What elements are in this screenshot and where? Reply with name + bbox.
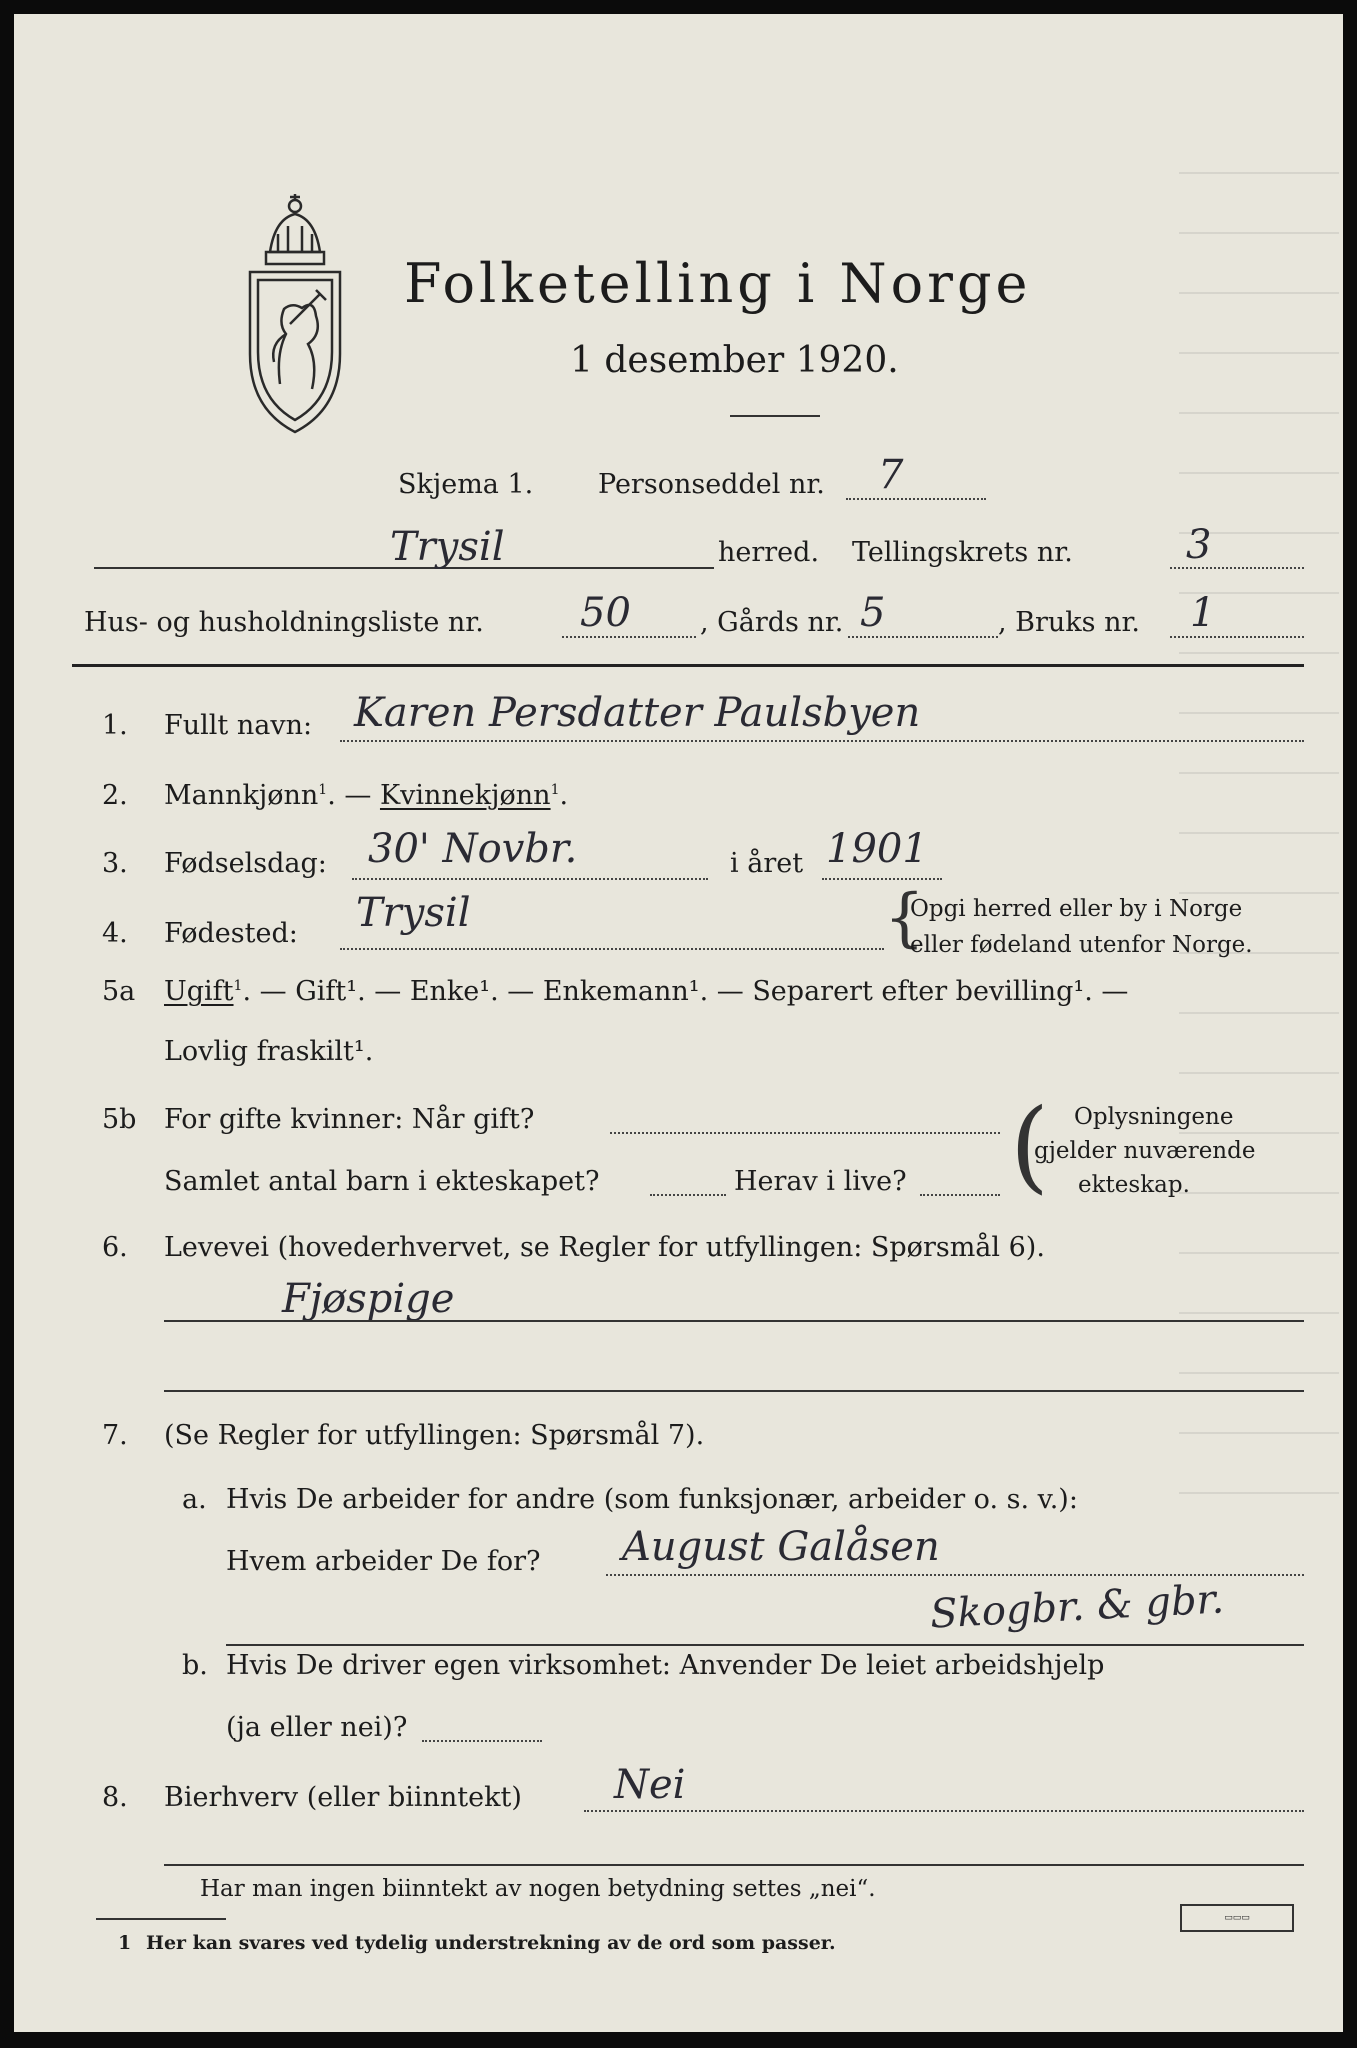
q1-number: 1. [102,710,128,741]
q7a-label: Hvis De arbeider for andre (som funksjonær, arbeider o. s. v.): [226,1484,1078,1515]
q7b-label-2: (ja eller nei)? [226,1712,408,1743]
q7a-label-2: Hvem arbeider De for? [226,1546,541,1577]
q5b-note-1: Oplysningene [1074,1104,1234,1130]
q5b-note-3: ekteskap. [1078,1172,1190,1198]
q7a-value-2: Skogbr. & gbr. [928,1576,1226,1638]
bruks-line [1170,636,1304,638]
printer-stamp: ▭▭▭ [1180,1904,1294,1932]
husliste-line [562,636,696,638]
q5a-ugift-underlined: Ugift [164,976,234,1007]
q7b-letter: b. [182,1650,208,1681]
q4-note-1: Opgi herred eller by i Norge [910,896,1243,922]
gards-value: 5 [860,590,886,636]
q7b-label: Hvis De driver egen virksomhet: Anvender De leiet arbeidshjelp [226,1650,1105,1681]
personseddel-value: 7 [878,452,904,498]
bruks-value: 1 [1190,590,1216,636]
tellingskrets-value: 3 [1186,522,1212,568]
q3-year-line [822,878,942,880]
q1-value: Karen Persdatter Paulsbyen [354,690,921,736]
q3-label: Fødselsdag: [164,848,327,879]
q2-male: Mannkjønn [164,780,319,811]
bruks-label: , Bruks nr. [998,607,1141,638]
q4-number: 4. [102,918,128,949]
husliste-label: Hus- og husholdningsliste nr. [84,607,484,638]
q4-line [340,948,884,950]
q1-label: Fullt navn: [164,710,313,741]
q5b-label-1: For gifte kvinner: Når gift? [164,1104,535,1135]
q5b-line-3 [920,1194,1000,1196]
q2-female-underlined: Kvinnekjønn [379,780,551,811]
census-date: 1 desember 1920. [570,340,899,381]
q7-label: (Se Regler for utfyllingen: Spørsmål 7). [164,1420,705,1451]
q5a-line-2: Lovlig fraskilt¹. [164,1036,374,1067]
q8-value: Nei [614,1762,686,1808]
q7-number: 7. [102,1420,128,1451]
q8-number: 8. [102,1782,128,1813]
q5b-line-2 [650,1194,726,1196]
q8-line-2 [164,1864,1304,1866]
coat-of-arms-icon [230,184,360,444]
q7a-line-2 [226,1644,1304,1646]
q2-options: Mannkjønn$^1$. — Kvinnekjønn$^1$. [164,780,569,811]
q5a-options: Ugift$^1$. — Gift¹. — Enke¹. — Enkemann¹. — Separert efter bevilling¹. — [164,976,1129,1007]
q7a-line-1 [606,1574,1304,1576]
gards-label: , Gårds nr. [700,607,844,638]
q6-line-1 [164,1320,1304,1322]
q5b-number: 5b [102,1104,137,1135]
title-divider [730,415,820,417]
tellingskrets-label: Tellingskrets nr. [852,537,1073,568]
q3-number: 3. [102,848,128,879]
q3-value: 30' Novbr. [368,826,578,872]
footnote-number: 1 [118,1932,132,1954]
q5b-label-3: Herav i live? [734,1166,907,1197]
q8-label: Bierhverv (eller biinntekt) [164,1782,522,1813]
gards-line [848,636,998,638]
q8-line-1 [584,1810,1304,1812]
q7a-value-1: August Galåsen [622,1524,940,1570]
herred-value: Trysil [390,524,505,570]
herred-label: herred. [718,537,820,568]
q6-value: Fjøspige [282,1276,455,1322]
q3-line [352,878,708,880]
form-title: Folketelling i Norge [404,252,1032,315]
q4-note-2: eller fødeland utenfor Norge. [910,932,1253,958]
q7a-letter: a. [182,1484,207,1515]
q3-year-label: i året [730,848,804,879]
footnote-text: Her kan svares ved tydelig understrekning av de ord som passer. [146,1932,836,1954]
q5b-brace: ( [1010,1087,1050,1204]
q6-label: Levevei (hovederhvervet, se Regler for utfyllingen: Spørsmål 6). [164,1232,1045,1263]
q6-line-2 [164,1390,1304,1392]
q1-line [340,740,1304,742]
q4-brace: { [884,881,925,955]
q3-year-value: 1901 [826,826,928,872]
q2-number: 2. [102,780,128,811]
census-form-page [14,14,1343,2032]
footnote-divider [96,1918,226,1920]
q5a-number: 5a [102,976,136,1007]
husliste-value: 50 [580,590,631,636]
q4-label: Fødested: [164,918,298,949]
q5b-line-1 [610,1132,1000,1134]
q5b-label-2: Samlet antal barn i ekteskapet? [164,1166,600,1197]
q7b-line [422,1740,542,1742]
header-separator [72,664,1304,667]
personseddel-line [846,498,986,500]
q6-number: 6. [102,1232,128,1263]
q4-value: Trysil [356,890,471,936]
personseddel-label: Personseddel nr. [598,469,825,500]
skjema-label: Skjema 1. [398,469,534,500]
q5b-note-2: gjelder nuværende [1034,1138,1256,1164]
footer-note: Har man ingen biinntekt av nogen betydning settes „nei“. [200,1876,876,1902]
